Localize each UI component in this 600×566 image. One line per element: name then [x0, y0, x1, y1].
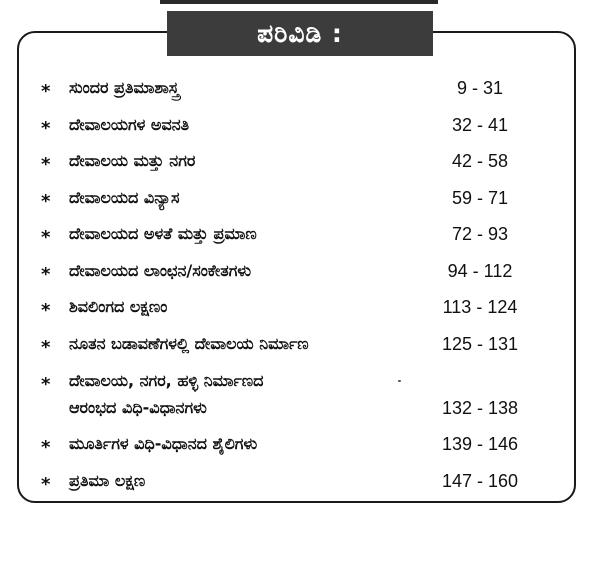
- bullet-icon: *: [41, 154, 51, 175]
- entry-pages: 9 - 31: [456, 78, 504, 98]
- bullet-icon: *: [41, 337, 51, 358]
- entry-title: ದೇವಾಲಯದ ವಿನ್ಯಾಸ: [69, 188, 180, 207]
- entry-pages: 139 - 146: [441, 434, 519, 454]
- entry-pages: 147 - 160: [441, 471, 519, 491]
- entry-title: ಶಿವಲಿಂಗದ ಲಕ್ಷಣಂ: [69, 297, 168, 316]
- entry-title: ದೇವಾಲಯ, ನಗರ, ಹಳ್ಳಿ ನಿರ್ಮಾಣದ: [69, 371, 264, 390]
- print-speck: [398, 380, 401, 382]
- bullet-icon: *: [41, 191, 51, 212]
- bullet-icon: *: [41, 118, 51, 139]
- bullet-icon: *: [41, 81, 51, 102]
- entry-pages: 59 - 71: [451, 188, 509, 208]
- entry-pages: 42 - 58: [451, 151, 509, 171]
- contents-title-bar: [167, 11, 433, 56]
- entry-title: ಸುಂದರ ಪ್ರತಿಮಾಶಾಸ್ತ್ರ: [69, 78, 180, 97]
- entry-title: ದೇವಾಲಯಗಳ ಅವನತಿ: [69, 115, 190, 134]
- entry-pages: 132 - 138: [441, 398, 519, 418]
- top-rule: [160, 0, 438, 4]
- entry-pages: 72 - 93: [451, 224, 509, 244]
- entry-title: ದೇವಾಲಯದ ಅಳತೆ ಮತ್ತು ಪ್ರಮಾಣ: [69, 224, 257, 243]
- entry-pages: 94 - 112: [447, 261, 513, 281]
- entry-pages: 32 - 41: [451, 115, 509, 135]
- entry-pages: 113 - 124: [442, 297, 518, 317]
- contents-title: ಪರಿವಿಡಿ :: [257, 18, 343, 48]
- entry-title: ಪ್ರತಿಮಾ ಲಕ್ಷಣ: [69, 471, 146, 490]
- entry-title-continued: ಆರಂಭದ ವಿಧಿ-ವಿಧಾನಗಳು: [69, 398, 207, 417]
- bullet-icon: *: [41, 474, 51, 495]
- entry-title: ನೂತನ ಬಡಾವಣೆಗಳಲ್ಲಿ ದೇವಾಲಯ ನಿರ್ಮಾಣ: [69, 334, 309, 353]
- entry-title: ದೇವಾಲಯದ ಲಾಂಛನ/ಸಂಕೇತಗಳು: [69, 261, 252, 280]
- entry-title: ದೇವಾಲಯ ಮತ್ತು ನಗರ: [69, 151, 196, 170]
- entry-pages: 125 - 131: [441, 334, 519, 354]
- bullet-icon: *: [41, 264, 51, 285]
- bullet-icon: *: [41, 437, 51, 458]
- bullet-icon: *: [41, 227, 51, 248]
- bullet-icon: *: [41, 300, 51, 321]
- bullet-icon: *: [41, 374, 51, 395]
- entry-title: ಮೂರ್ತಿಗಳ ವಿಧಿ-ವಿಧಾನದ ಶೈಲಿಗಳು: [69, 434, 258, 453]
